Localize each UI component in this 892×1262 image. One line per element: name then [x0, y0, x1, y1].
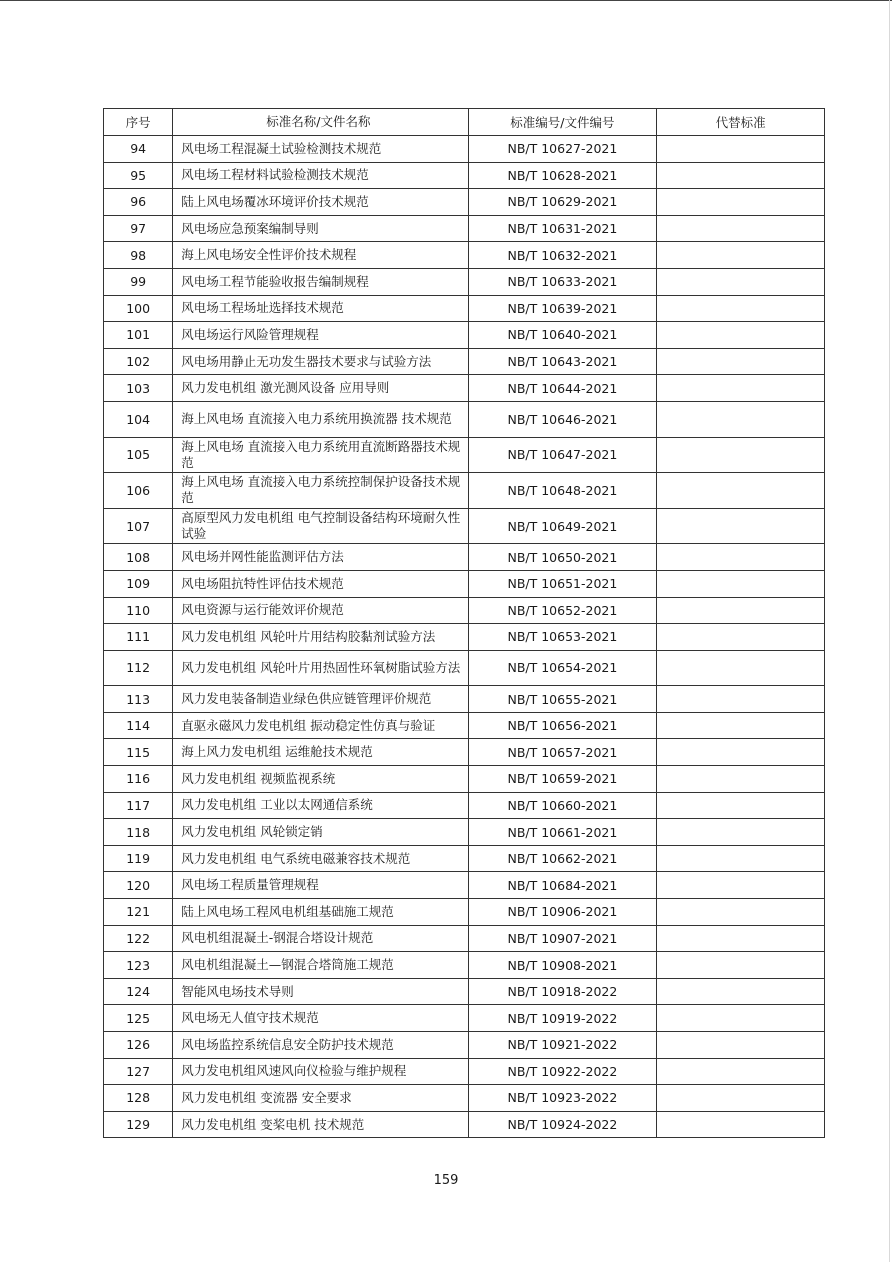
row-replaces	[657, 925, 825, 952]
row-index: 103	[104, 375, 173, 402]
row-standard-name: 风电资源与运行能效评价规范	[173, 597, 468, 624]
table-row	[104, 952, 825, 979]
row-index: 129	[104, 1111, 173, 1138]
row-replaces	[657, 544, 825, 571]
row-index: 126	[104, 1032, 173, 1059]
table-row	[104, 162, 825, 189]
row-replaces	[657, 899, 825, 926]
row-replaces	[657, 712, 825, 739]
row-standard-name: 风电场工程质量管理规程	[173, 872, 468, 899]
row-index: 98	[104, 242, 173, 269]
page-right-rule	[889, 0, 890, 1262]
row-index: 113	[104, 686, 173, 713]
row-standard-code: NB/T 10924-2022	[468, 1111, 657, 1138]
row-replaces	[657, 375, 825, 402]
row-replaces	[657, 1058, 825, 1085]
table-row	[104, 792, 825, 819]
row-standard-name: 风力发电机组 风轮锁定销	[173, 819, 468, 846]
row-index: 106	[104, 473, 173, 509]
row-standard-code: NB/T 10656-2021	[468, 712, 657, 739]
row-replaces	[657, 872, 825, 899]
table-body	[104, 136, 825, 1138]
table-row	[104, 597, 825, 624]
row-standard-code: NB/T 10650-2021	[468, 544, 657, 571]
page-number: 159	[433, 1173, 459, 1188]
row-standard-code: NB/T 10655-2021	[468, 686, 657, 713]
row-standard-name: 智能风电场技术导则	[173, 978, 468, 1005]
row-standard-name: 海上风电场安全性评价技术规程	[173, 242, 468, 269]
table-row	[104, 473, 825, 509]
row-standard-name: 陆上风电场覆冰环境评价技术规范	[173, 189, 468, 216]
row-standard-code: NB/T 10654-2021	[468, 650, 657, 686]
table-row	[104, 242, 825, 269]
row-standard-name: 风电场监控系统信息安全防护技术规范	[173, 1032, 468, 1059]
table-row	[104, 189, 825, 216]
row-index: 127	[104, 1058, 173, 1085]
row-standard-name: 风力发电机组 工业以太网通信系统	[173, 792, 468, 819]
row-replaces	[657, 136, 825, 163]
row-standard-name: 风力发电机组 风轮叶片用结构胶黏剂试验方法	[173, 624, 468, 651]
row-replaces	[657, 570, 825, 597]
row-standard-code: NB/T 10918-2022	[468, 978, 657, 1005]
row-index: 115	[104, 739, 173, 766]
row-standard-code: NB/T 10662-2021	[468, 845, 657, 872]
row-standard-name: 风电场工程材料试验检测技术规范	[173, 162, 468, 189]
row-standard-name: 风力发电机组风速风向仪检验与维护规程	[173, 1058, 468, 1085]
table-row	[104, 650, 825, 686]
table-row	[104, 1058, 825, 1085]
row-index: 102	[104, 348, 173, 375]
table-row	[104, 872, 825, 899]
row-replaces	[657, 739, 825, 766]
row-replaces	[657, 215, 825, 242]
row-index: 121	[104, 899, 173, 926]
row-index: 109	[104, 570, 173, 597]
header-code: 标准编号/文件编号	[468, 109, 657, 136]
row-index: 101	[104, 322, 173, 349]
row-standard-code: NB/T 10632-2021	[468, 242, 657, 269]
row-standard-code: NB/T 10647-2021	[468, 437, 657, 473]
row-index: 128	[104, 1085, 173, 1112]
table-row	[104, 322, 825, 349]
table-row	[104, 401, 825, 437]
row-replaces	[657, 242, 825, 269]
row-replaces	[657, 401, 825, 437]
row-standard-code: NB/T 10644-2021	[468, 375, 657, 402]
row-standard-name: 风力发电机组 视频监视系统	[173, 766, 468, 793]
row-standard-name: 陆上风电场工程风电机组基础施工规范	[173, 899, 468, 926]
row-standard-name: 风电场工程混凝土试验检测技术规范	[173, 136, 468, 163]
row-index: 120	[104, 872, 173, 899]
row-replaces	[657, 1005, 825, 1032]
row-replaces	[657, 1032, 825, 1059]
row-standard-name: 风电场工程节能验收报告编制规程	[173, 268, 468, 295]
row-replaces	[657, 597, 825, 624]
row-standard-name: 高原型风力发电机组 电气控制设备结构环境耐久性试验	[173, 508, 468, 544]
row-index: 104	[104, 401, 173, 437]
row-index: 99	[104, 268, 173, 295]
row-index: 97	[104, 215, 173, 242]
row-replaces	[657, 162, 825, 189]
row-standard-name: 风电场运行风险管理规程	[173, 322, 468, 349]
row-standard-code: NB/T 10643-2021	[468, 348, 657, 375]
row-replaces	[657, 189, 825, 216]
table-row	[104, 215, 825, 242]
row-standard-name: 风电机组混凝土—钢混合塔筒施工规范	[173, 952, 468, 979]
row-standard-code: NB/T 10657-2021	[468, 739, 657, 766]
row-replaces	[657, 650, 825, 686]
row-replaces	[657, 295, 825, 322]
row-replaces	[657, 624, 825, 651]
row-index: 114	[104, 712, 173, 739]
table-row	[104, 268, 825, 295]
table-row	[104, 544, 825, 571]
table-row	[104, 978, 825, 1005]
row-index: 96	[104, 189, 173, 216]
row-index: 110	[104, 597, 173, 624]
row-index: 125	[104, 1005, 173, 1032]
row-standard-name: 海上风电场 直流接入电力系统用直流断路器技术规范	[173, 437, 468, 473]
table-row	[104, 739, 825, 766]
row-standard-name: 风电场无人值守技术规范	[173, 1005, 468, 1032]
row-standard-code: NB/T 10631-2021	[468, 215, 657, 242]
row-replaces	[657, 322, 825, 349]
table-row	[104, 686, 825, 713]
row-replaces	[657, 268, 825, 295]
row-standard-name: 风力发电机组 变桨电机 技术规范	[173, 1111, 468, 1138]
table-row	[104, 1085, 825, 1112]
row-standard-code: NB/T 10646-2021	[468, 401, 657, 437]
row-replaces	[657, 508, 825, 544]
row-standard-code: NB/T 10921-2022	[468, 1032, 657, 1059]
row-index: 117	[104, 792, 173, 819]
table-row	[104, 570, 825, 597]
row-index: 107	[104, 508, 173, 544]
row-replaces	[657, 348, 825, 375]
row-standard-code: NB/T 10907-2021	[468, 925, 657, 952]
row-index: 105	[104, 437, 173, 473]
row-index: 95	[104, 162, 173, 189]
row-replaces	[657, 845, 825, 872]
row-standard-name: 风电场工程场址选择技术规范	[173, 295, 468, 322]
table-row	[104, 712, 825, 739]
row-standard-name: 直驱永磁风力发电机组 振动稳定性仿真与验证	[173, 712, 468, 739]
row-replaces	[657, 978, 825, 1005]
row-standard-code: NB/T 10651-2021	[468, 570, 657, 597]
row-standard-code: NB/T 10648-2021	[468, 473, 657, 509]
page-top-rule	[0, 0, 892, 1]
table-row	[104, 1111, 825, 1138]
row-standard-name: 风电场用静止无功发生器技术要求与试验方法	[173, 348, 468, 375]
table-row	[104, 819, 825, 846]
row-replaces	[657, 1111, 825, 1138]
row-standard-code: NB/T 10640-2021	[468, 322, 657, 349]
row-standard-name: 海上风电场 直流接入电力系统控制保护设备技术规范	[173, 473, 468, 509]
table-row	[104, 1032, 825, 1059]
row-standard-code: NB/T 10633-2021	[468, 268, 657, 295]
table-header	[104, 109, 825, 136]
table-row	[104, 136, 825, 163]
row-standard-name: 风电场阻抗特性评估技术规范	[173, 570, 468, 597]
header-replaces: 代替标准	[657, 109, 825, 136]
row-standard-name: 风电机组混凝土-钢混合塔设计规范	[173, 925, 468, 952]
row-standard-code: NB/T 10661-2021	[468, 819, 657, 846]
row-standard-code: NB/T 10660-2021	[468, 792, 657, 819]
row-index: 118	[104, 819, 173, 846]
row-replaces	[657, 952, 825, 979]
row-standard-name: 风力发电机组 风轮叶片用热固性环氧树脂试验方法	[173, 650, 468, 686]
table-row	[104, 845, 825, 872]
row-replaces	[657, 766, 825, 793]
table-row	[104, 508, 825, 544]
row-standard-code: NB/T 10629-2021	[468, 189, 657, 216]
row-standard-code: NB/T 10628-2021	[468, 162, 657, 189]
row-standard-code: NB/T 10908-2021	[468, 952, 657, 979]
table-row	[104, 766, 825, 793]
header-name: 标准名称/文件名称	[173, 109, 468, 136]
row-standard-code: NB/T 10923-2022	[468, 1085, 657, 1112]
table-row	[104, 1005, 825, 1032]
table-row	[104, 925, 825, 952]
table-row	[104, 899, 825, 926]
row-standard-code: NB/T 10922-2022	[468, 1058, 657, 1085]
row-index: 119	[104, 845, 173, 872]
row-standard-code: NB/T 10919-2022	[468, 1005, 657, 1032]
table-row	[104, 348, 825, 375]
row-standard-code: NB/T 10639-2021	[468, 295, 657, 322]
row-standard-name: 海上风力发电机组 运维舱技术规范	[173, 739, 468, 766]
row-index: 111	[104, 624, 173, 651]
row-standard-code: NB/T 10649-2021	[468, 508, 657, 544]
row-standard-code: NB/T 10653-2021	[468, 624, 657, 651]
row-replaces	[657, 437, 825, 473]
row-replaces	[657, 686, 825, 713]
row-replaces	[657, 792, 825, 819]
row-standard-code: NB/T 10906-2021	[468, 899, 657, 926]
table-row	[104, 624, 825, 651]
row-standard-name: 风电场应急预案编制导则	[173, 215, 468, 242]
row-replaces	[657, 473, 825, 509]
standards-table	[103, 108, 825, 1138]
row-index: 123	[104, 952, 173, 979]
row-replaces	[657, 819, 825, 846]
row-index: 116	[104, 766, 173, 793]
table-row	[104, 295, 825, 322]
row-standard-code: NB/T 10684-2021	[468, 872, 657, 899]
row-index: 100	[104, 295, 173, 322]
table-row	[104, 375, 825, 402]
row-standard-name: 风力发电机组 电气系统电磁兼容技术规范	[173, 845, 468, 872]
row-standard-code: NB/T 10627-2021	[468, 136, 657, 163]
row-standard-name: 风力发电机组 激光测风设备 应用导则	[173, 375, 468, 402]
row-standard-name: 风电场并网性能监测评估方法	[173, 544, 468, 571]
row-index: 112	[104, 650, 173, 686]
row-index: 124	[104, 978, 173, 1005]
row-index: 94	[104, 136, 173, 163]
row-standard-name: 风力发电装备制造业绿色供应链管理评价规范	[173, 686, 468, 713]
row-standard-code: NB/T 10652-2021	[468, 597, 657, 624]
table-row	[104, 437, 825, 473]
row-index: 108	[104, 544, 173, 571]
header-index: 序号	[104, 109, 173, 136]
row-replaces	[657, 1085, 825, 1112]
row-standard-code: NB/T 10659-2021	[468, 766, 657, 793]
header-row	[104, 109, 825, 136]
row-standard-name: 风力发电机组 变流器 安全要求	[173, 1085, 468, 1112]
row-standard-name: 海上风电场 直流接入电力系统用换流器 技术规范	[173, 401, 468, 437]
row-index: 122	[104, 925, 173, 952]
